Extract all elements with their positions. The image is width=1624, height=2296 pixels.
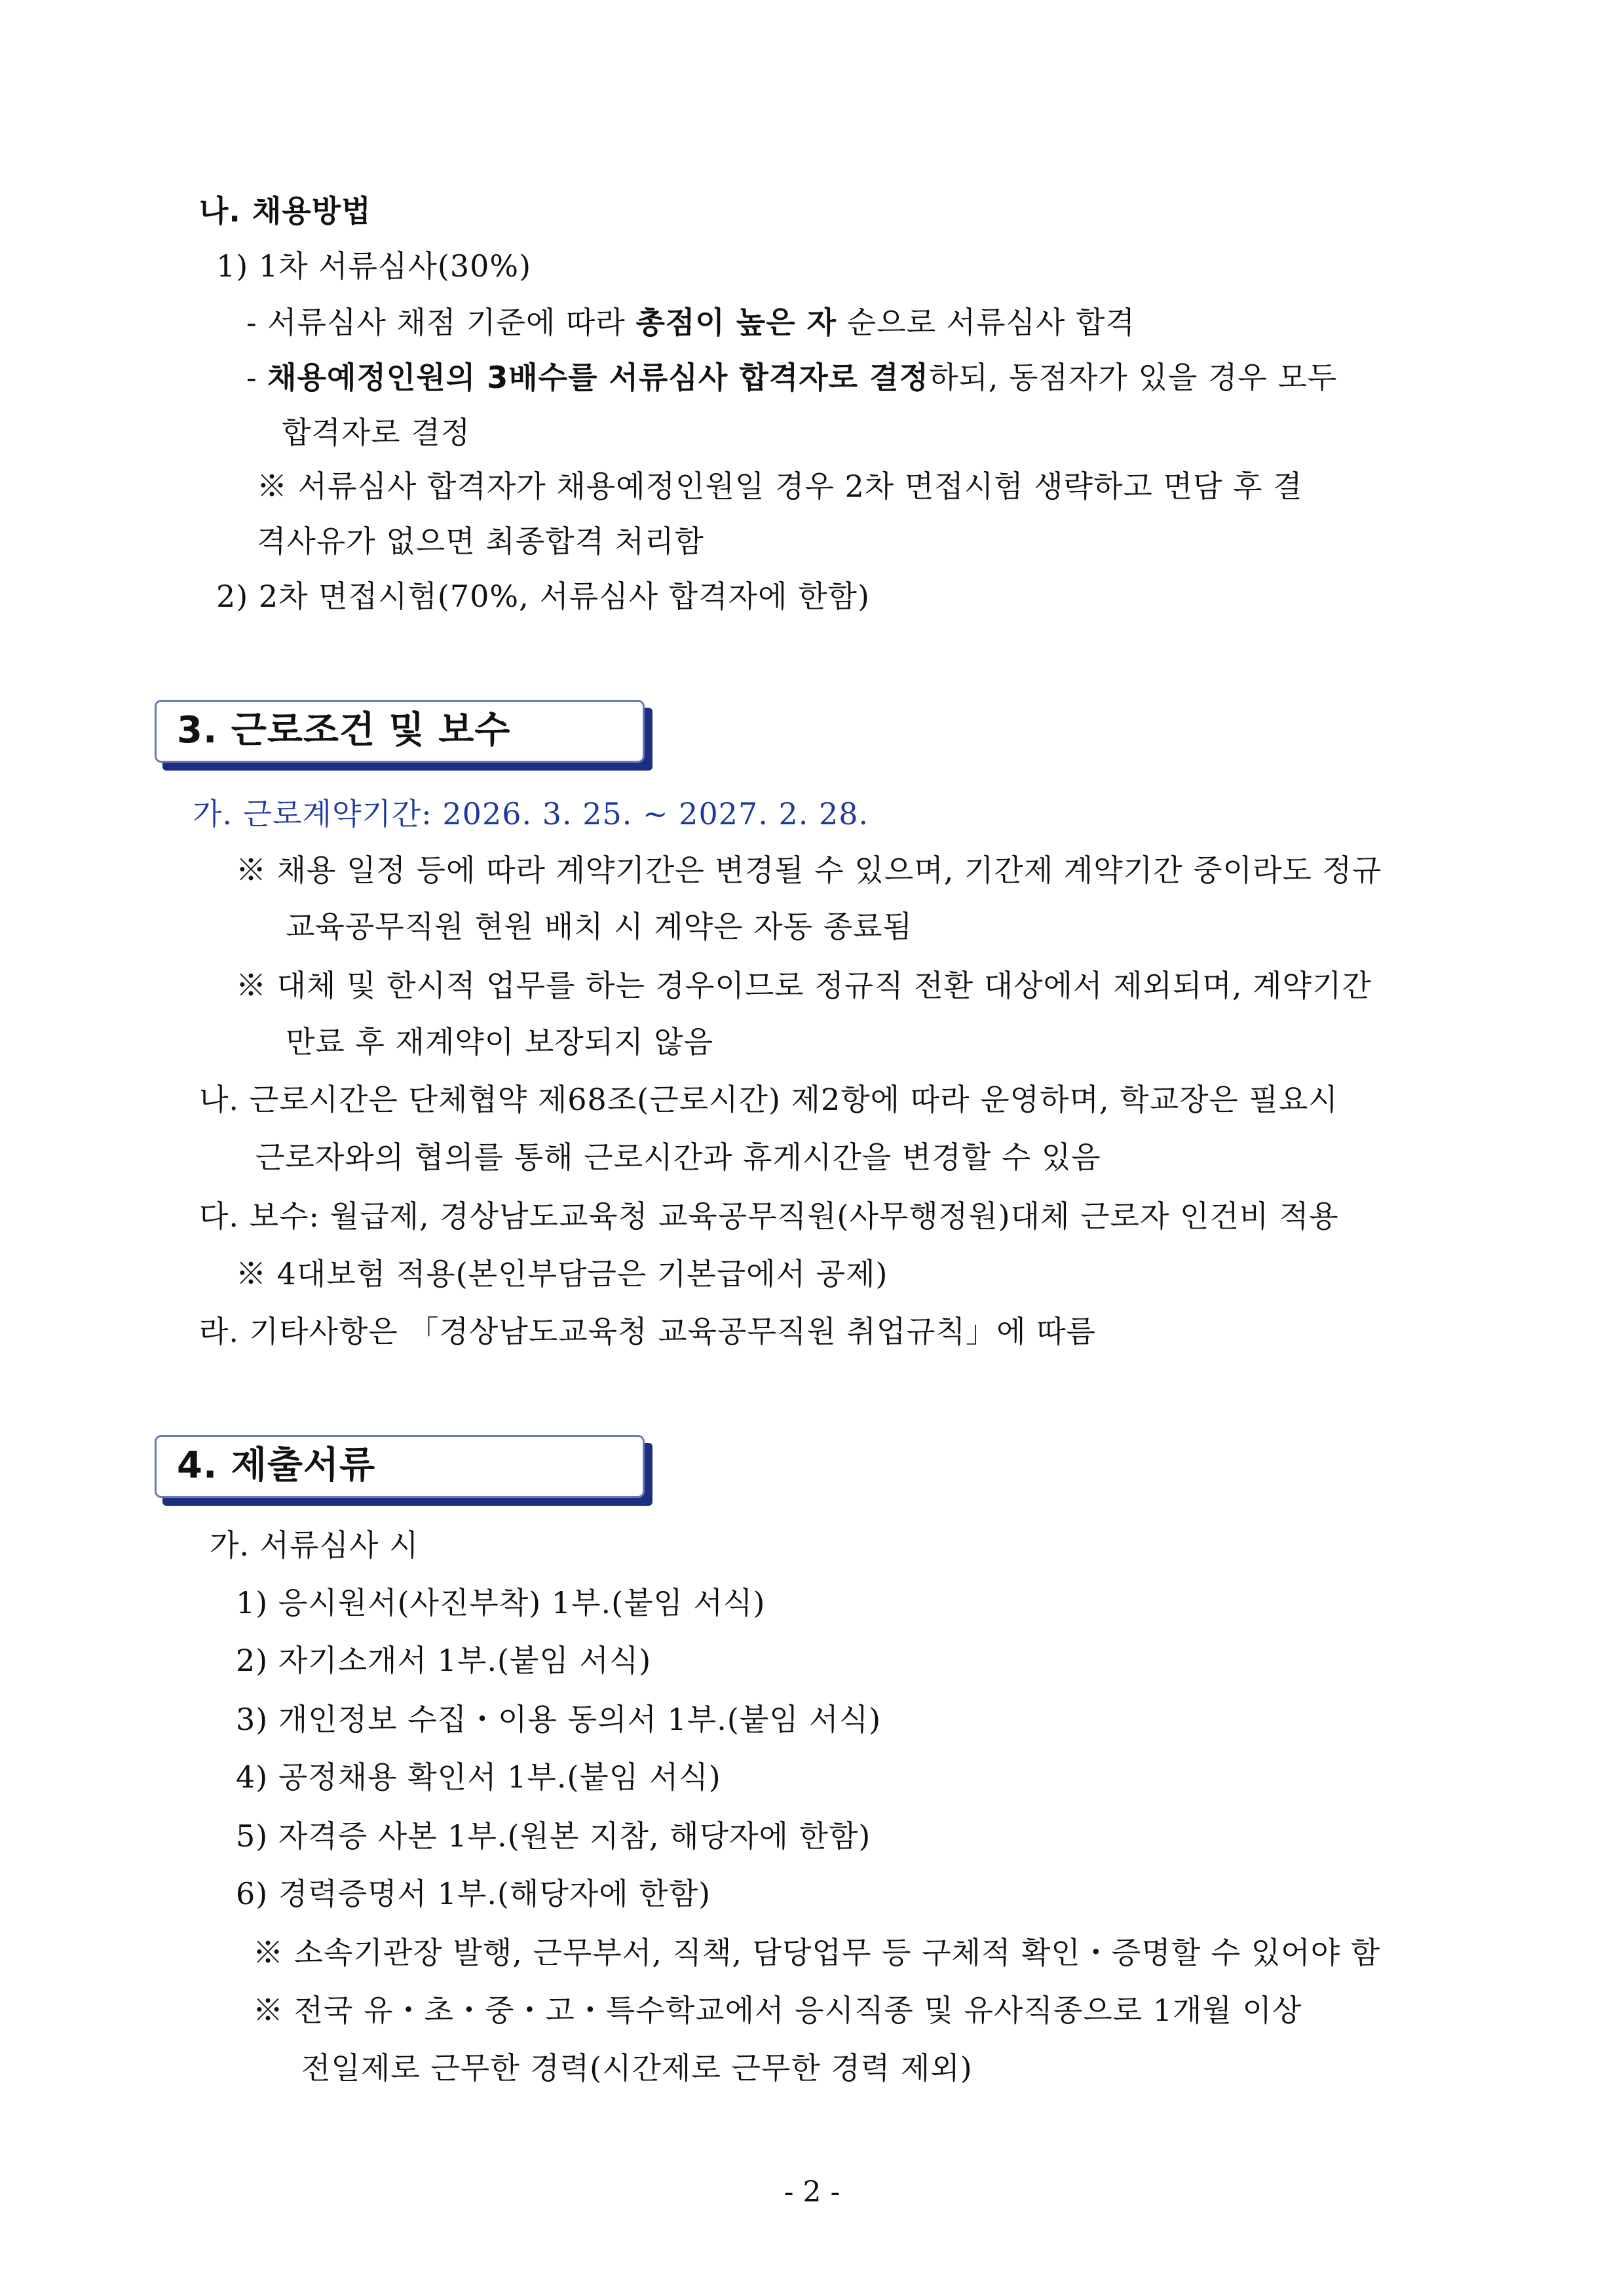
contract-period: 가. 근로계약기간: 2026. 3. 25. ~ 2027. 2. 28. xyxy=(193,796,869,832)
contract-note-2-line-2: 만료 후 재계약이 보장되지 않음 xyxy=(286,1024,714,1060)
contract-note-2-line-1: ※ 대체 및 한시적 업무를 하는 경우이므로 정규직 전환 대상에서 제외되며, 계약기간 xyxy=(236,968,1372,1003)
method-bullet-2-bold: 채용예정인원의 3배수를 서류심사 합격자로 결정 xyxy=(267,360,929,395)
section-3-title: 3. 근로조건 및 보수 xyxy=(177,709,511,752)
method-bullet-2-pre: - xyxy=(246,360,268,395)
career-note-1: ※ 소속기관장 발행, 근무부서, 직책, 담당업무 등 구체적 확인・증명할 수 있어야 함 xyxy=(253,1935,1381,1970)
document-item-4: 4) 공정채용 확인서 1부.(붙임 서식) xyxy=(236,1759,721,1795)
salary-note: ※ 4대보험 적용(본인부담금은 기본급에서 공제) xyxy=(236,1256,888,1292)
method-item-2: 2) 2차 면접시험(70%, 서류심사 합격자에 한함) xyxy=(216,579,870,614)
method-item-1: 1) 1차 서류심사(30%) xyxy=(216,248,532,284)
section-4-title: 4. 제출서류 xyxy=(177,1444,376,1487)
section-4-header xyxy=(155,1435,645,1498)
document-item-2: 2) 자기소개서 1부.(붙임 서식) xyxy=(236,1643,652,1678)
method-bullet-1 xyxy=(246,303,1135,342)
method-note-line-2: 격사유가 없으면 최종합격 처리함 xyxy=(257,524,704,559)
working-hours-line-2: 근로자와의 협의를 통해 근로시간과 휴게시간을 변경할 수 있음 xyxy=(255,1139,1101,1175)
career-note-2-line-2: 전일제로 근무한 경력(시간제로 근무한 경력 제외) xyxy=(301,2050,973,2086)
method-bullet-2-post: 하되, 동점자가 있을 경우 모두 xyxy=(928,360,1338,395)
salary: 다. 보수: 월급제, 경상남도교육청 교육공무직원(사무행정원)대체 근로자 인건비 적용 xyxy=(199,1198,1339,1234)
page-number: - 2 - xyxy=(784,2175,840,2209)
document-item-6: 6) 경력증명서 1부.(해당자에 한함) xyxy=(236,1876,711,1911)
method-bullet-1-bold: 총점이 높은 자 xyxy=(635,305,837,340)
documents-heading: 가. 서류심사 시 xyxy=(210,1527,419,1563)
other-matters: 라. 기타사항은 「경상남도교육청 교육공무직원 취업규칙」에 따름 xyxy=(199,1314,1097,1349)
method-bullet-2-cont: 합격자로 결정 xyxy=(282,415,471,450)
document-item-5: 5) 자격증 사본 1부.(원본 지참, 해당자에 한함) xyxy=(236,1818,871,1854)
contract-note-1-line-1: ※ 채용 일정 등에 따라 계약기간은 변경될 수 있으며, 기간제 계약기간 중이라도 정규 xyxy=(236,852,1382,888)
method-bullet-1-post: 순으로 서류심사 합격 xyxy=(837,305,1135,340)
section-3-header xyxy=(155,700,645,763)
document-item-3: 3) 개인정보 수집・이용 동의서 1부.(붙임 서식) xyxy=(236,1702,882,1737)
contract-note-1-line-2: 교육공무직원 현원 배치 시 계약은 자동 종료됨 xyxy=(286,909,913,944)
method-bullet-2 xyxy=(246,358,1337,397)
method-bullet-1-pre: - 서류심사 채점 기준에 따라 xyxy=(246,305,636,340)
career-note-2-line-1: ※ 전국 유・초・중・고・특수학교에서 응시직종 및 유사직종으로 1개월 이상 xyxy=(253,1993,1302,2028)
working-hours-line-1: 나. 근로시간은 단체협약 제68조(근로시간) 제2항에 따라 운영하며, 학교장은 필요시 xyxy=(199,1082,1338,1117)
document-item-1: 1) 응시원서(사진부착) 1부.(붙임 서식) xyxy=(236,1585,766,1620)
method-heading: 나. 채용방법 xyxy=(199,193,371,229)
method-note-line-1: ※ 서류심사 합격자가 채용예정인원일 경우 2차 면접시험 생략하고 면담 후 결 xyxy=(257,469,1303,504)
